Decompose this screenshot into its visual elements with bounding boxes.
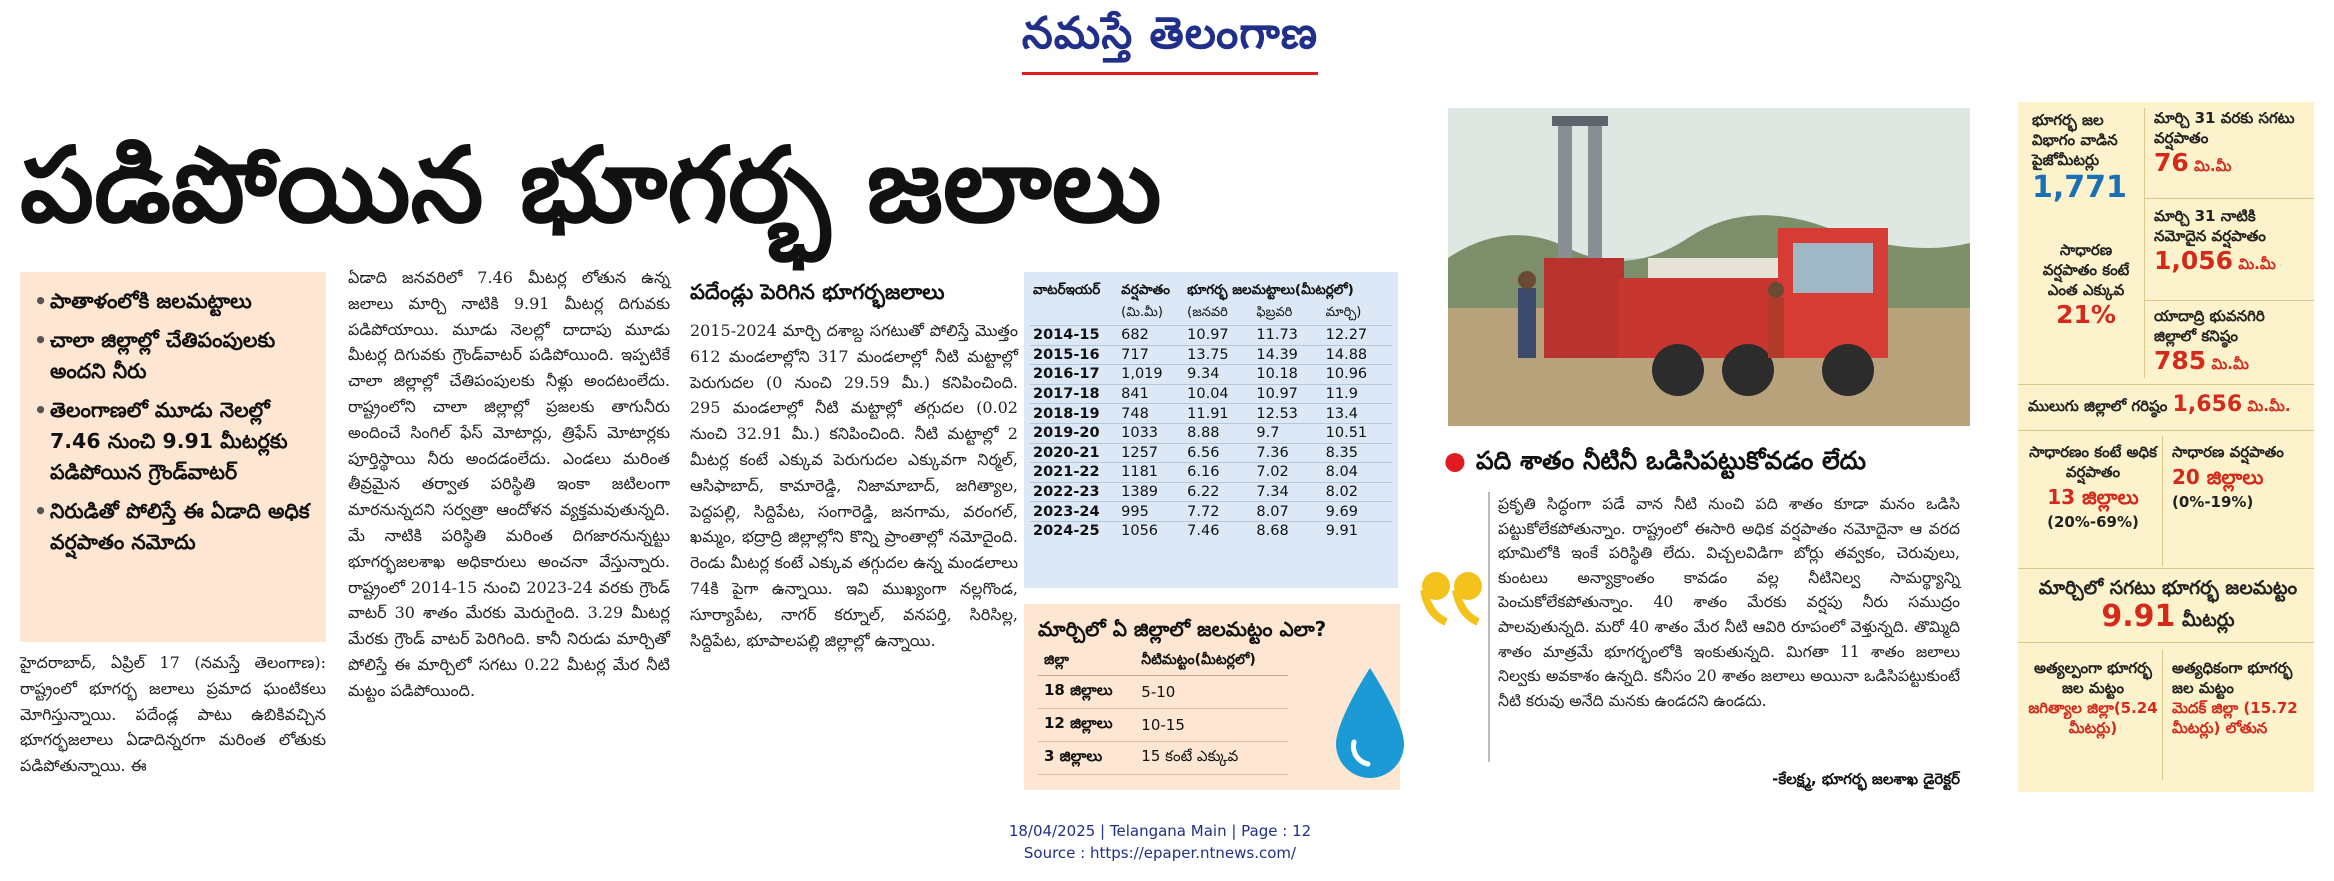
table-cell: 7.02	[1253, 463, 1322, 483]
table-cell: 9.69	[1323, 502, 1392, 522]
table-cell: 11.9	[1323, 384, 1392, 404]
district-row	[1038, 742, 1288, 775]
table-cell: 995	[1118, 502, 1184, 522]
excess-rain-stat: సాధారణ వర్షపాతం కంటే ఎంత ఎక్కువ 21%	[2042, 241, 2130, 329]
edition-info: 18/04/2025 | Telangana Main | Page : 12	[1008, 822, 1312, 840]
recorded-rain-stat: మార్చి 31 నాటికి నమోదైన వర్షపాతం 1,056 మి.మీ	[2154, 207, 2276, 275]
table-cell: 9.34	[1184, 365, 1253, 385]
table-cell: 748	[1118, 404, 1184, 424]
table-cell: 10.96	[1323, 365, 1392, 385]
table-cell: 1,019	[1118, 365, 1184, 385]
district-cell: 15 కంటే ఎక్కువ	[1135, 742, 1288, 775]
page-footer	[900, 820, 1420, 870]
highlights-box	[20, 272, 326, 642]
table-cell: 2017-18	[1030, 384, 1118, 404]
table-cell: 11.73	[1253, 326, 1322, 346]
table-row	[1030, 521, 1392, 541]
table-cell: 2024-25	[1030, 521, 1118, 541]
normal-rain-stat: సాధారణ వర్షపాతం 20 జిల్లాలు (0%-19%)	[2172, 443, 2284, 511]
section-heading: పదేండ్లు పెరిగిన భూగర్భజలాలు	[690, 280, 945, 304]
district-cell: 3 జిల్లాలు	[1038, 742, 1135, 775]
table-cell: 717	[1118, 345, 1184, 365]
highest-level-stat: అత్యధికంగా భూగర్భ జల మట్టం మెదక్ జిల్లా (15.72 మీటర్లు) లోతున	[2172, 659, 2298, 737]
table-row	[1030, 384, 1392, 404]
highlight-item: • నిరుడితో పోలిస్తే ఈ ఏడాది అధిక వర్షపాతం నమోదు	[34, 496, 316, 558]
table-cell: 6.16	[1184, 463, 1253, 483]
table-row	[1030, 326, 1392, 346]
table-cell: 10.04	[1184, 384, 1253, 404]
table-cell: 1056	[1118, 521, 1184, 541]
header-rain-unit: (మి.మీ)	[1121, 305, 1163, 320]
highlight-item: • పాతాళంలోకి జలమట్టాలు	[34, 286, 316, 317]
table-cell: 1257	[1118, 443, 1184, 463]
table-cell: 10.51	[1323, 423, 1392, 443]
table-cell: 10.18	[1253, 365, 1322, 385]
district-row	[1038, 709, 1288, 742]
table-cell: 2014-15	[1030, 326, 1118, 346]
table-cell: 6.22	[1184, 482, 1253, 502]
header-district: జిల్లా	[1038, 648, 1135, 676]
table-cell: 2019-20	[1030, 423, 1118, 443]
table-cell: 1389	[1118, 482, 1184, 502]
district-cell: 18 జిల్లాలు	[1038, 676, 1135, 709]
table-cell: 2020-21	[1030, 443, 1118, 463]
table-row	[1030, 463, 1392, 483]
table-cell: 14.39	[1253, 345, 1322, 365]
stats-panel	[2018, 102, 2314, 792]
table-cell: 1181	[1118, 463, 1184, 483]
district-cell: 12 జిల్లాలు	[1038, 709, 1135, 742]
table-cell: 11.91	[1184, 404, 1253, 424]
district-table	[1038, 648, 1288, 775]
quote-body: ప్రకృతి సిద్ధంగా పడే వాన నీటి నుంచి పది శాతం కూడా మనం ఒడిసి పట్టుకోలేకపోతున్నాం. రాష్ట్రంలో ఈసారి అధిక వర్షపాతం నమోదైనా ఆ వరద భూమిలోకి ఇంకే పరిస్థితి లేదు. విచ్చలవిడిగా బోర్లు తవ్వకం, చెరువులు, కుంటలు అన్యాక్రాంతం కావడం వల్ల నీటినిల్వ సామర్థ్యాన్ని పెంచుకోలేకపోతున్నాం. 40 శాతం మేరకు వర్షపు నీరు సముద్రం పాలవుతున్నది. మరో 40 శాతం మేర నీటి ఆవిరి రూపంలో వెళ్తున్నది. తొమ్మిది శాతం మాత్రమే భూగర్భంలోకి ఇంకుతున్నది. మిగతా 11 శాతం జలాలు నిల్వకు అవకాశం ఉన్నది. కనీసం 20 శాతం జలాలు అయినా ఒడిసిపట్టుకుంటే నీటి కరువు అనేది మనకు ఉండదని ఉండదు.	[1488, 492, 1960, 762]
table-cell: 10.97	[1184, 326, 1253, 346]
quote-attribution: -కేలక్ష్మ, భూగర్భ జలశాఖ డైరెక్టర్	[1772, 770, 1960, 788]
headline: పడిపోయిన భూగర్భ జలాలు	[20, 124, 1162, 246]
header-water-level: నీటిమట్టం(మీటర్లలో)	[1135, 648, 1288, 676]
table-cell: 13.4	[1323, 404, 1392, 424]
march-average-stat: మార్చిలో సగటు భూగర్భ జలమట్టం 9.91 మీటర్లు	[2038, 577, 2298, 634]
table-cell: 8.35	[1323, 443, 1392, 463]
table-cell: 7.34	[1253, 482, 1322, 502]
groundwater-table-box	[1024, 272, 1398, 588]
table-cell: 1033	[1118, 423, 1184, 443]
header-mar: మార్చి)	[1325, 305, 1362, 320]
table-row	[1030, 365, 1392, 385]
table-cell: 7.36	[1253, 443, 1322, 463]
table-cell: 8.04	[1323, 463, 1392, 483]
table-cell: 10.97	[1253, 384, 1322, 404]
table-cell: 2015-16	[1030, 345, 1118, 365]
district-cell: 10-15	[1135, 709, 1288, 742]
header-levels: భూగర్భ జలమట్టాలు(మీటర్లలో)	[1187, 282, 1354, 298]
table-row	[1030, 482, 1392, 502]
header-rain: వర్షపాతం	[1121, 282, 1170, 298]
avg-rain-stat: మార్చి 31 వరకు సగటు వర్షపాతం 76 మి.మీ	[2154, 109, 2295, 177]
table-cell: 6.56	[1184, 443, 1253, 463]
table-cell: 841	[1118, 384, 1184, 404]
highlight-item: • తెలంగాణలో మూడు నెలల్లో 7.46 నుంచి 9.91 మీటర్లకు పడిపోయిన గ్రౌండ్‌వాటర్	[34, 395, 316, 488]
quote-mark-icon	[1418, 556, 1488, 636]
table-cell: 8.07	[1253, 502, 1322, 522]
header-year: వాటర్‌ఇయర్	[1033, 282, 1101, 298]
table-cell: 12.53	[1253, 404, 1322, 424]
article-column-2: ఏడాది జనవరిలో 7.46 మీటర్ల లోతున ఉన్న జలాలు మార్చి నాటికి 9.91 మీటర్ల దిగువకు పడిపోయాయి. మూడు నెలల్లో దాదాపు మూడు మీటర్ల దిగువకు గ్రౌండ్‌వాటర్ పడిపోయింది. ఇప్పటికే చాలా జిల్లాల్లో చేతిపంపులకు నీళ్లు అందటంలేదు. రాష్ట్రంలోని చాలా జిల్లాల్లో ప్రజలకు తాగునీరు అందించే సింగిల్ ఫేస్ మోటార్లు, త్రిఫేస్ మోటార్లకు పూర్తిస్థాయి నీరు అందడంలేదు. ఎండలు మరింత తీవ్రమైన తర్వాత పరిస్థితి ఇంకా జటిలంగా మారనున్నదని సర్వత్రా ఆందోళన వ్యక్తమవుతున్నది. మే నాటికి పరిస్థితి మరింత దిగజారనున్నట్టు భూగర్భజలశాఖ అధికారులు అంచనా వేస్తున్నారు. రాష్ట్రంలో 2014-15 నుంచి 2023-24 వరకు గ్రౌండ్ వాటర్ 30 శాతం మేరకు మెరుగైంది. 3.29 మీటర్ల మేరకు గ్రౌండ్ వాటర్ పెరిగింది. కానీ నిరుడు మార్చితో పోలిస్తే ఈ మార్చిలో సగటు 0.22 మీటర్ల మేర నీటి మట్టం పడిపోయింది.	[348, 268, 670, 700]
table-row	[1030, 443, 1392, 463]
table-cell: 8.88	[1184, 423, 1253, 443]
table-cell: 7.46	[1184, 521, 1253, 541]
table-cell: 2018-19	[1030, 404, 1118, 424]
district-box-title: మార్చిలో ఏ జిల్లాలో జలమట్టం ఎలా?	[1038, 617, 1327, 641]
bullet-dot-icon: ●	[1444, 446, 1466, 475]
table-cell: 9.7	[1253, 423, 1322, 443]
table-cell: 2021-22	[1030, 463, 1118, 483]
water-drop-icon	[1330, 664, 1410, 784]
masthead-logo: నమస్తే తెలంగాణ	[960, 8, 1380, 70]
table-cell: 8.02	[1323, 482, 1392, 502]
table-cell: 14.88	[1323, 345, 1392, 365]
min-rain-stat: యాదాద్రి భువనగిరి జిల్లాలో కనిష్ఠం 785 మి.మీ	[2154, 307, 2265, 375]
article-column-1: హైదరాబాద్, ఏప్రిల్ 17 (నమస్తే తెలంగాణ): రాష్ట్రంలో భూగర్భ జలాలు ప్రమాద ఘంటికలు మోగిస్తున్నాయి. పదేండ్ల పాటు ఉబికివచ్చిన భూగర్భజలాలు ఏడాదిన్నరగా మరింత లోతుకు పడిపోతున్నాయి. ఈ	[20, 653, 326, 776]
district-row	[1038, 676, 1288, 709]
table-cell: 682	[1118, 326, 1184, 346]
table-row	[1030, 345, 1392, 365]
source-link[interactable]: Source : https://epaper.ntnews.com/	[1023, 844, 1297, 862]
header-jan: (జనవరి	[1187, 305, 1228, 320]
lowest-level-stat: అత్యల్పంగా భూగర్భ జల మట్టం జగిత్యాల జిల్లా(5.24 మీటర్లు)	[2028, 659, 2158, 737]
max-rain-stat: ములుగు జిల్లాలో గరిష్ఠం 1,656 మి.మీ.	[2028, 392, 2291, 417]
table-cell: 2022-23	[1030, 482, 1118, 502]
table-row	[1030, 502, 1392, 522]
borewell-rig-photo	[1448, 108, 1970, 426]
piezometer-stat: భూగర్భ జల విభాగం వాడిన పైజోమీటర్లు 1,771	[2032, 111, 2127, 205]
highlight-item: • చాలా జిల్లాల్లో చేతిపంపులకు అందని నీరు	[34, 325, 316, 387]
table-cell: 7.72	[1184, 502, 1253, 522]
above-normal-stat: సాధారణం కంటే అధిక వర్షపాతం 13 జిల్లాలు (20%-69%)	[2029, 443, 2157, 531]
table-row	[1030, 423, 1392, 443]
table-cell: 2016-17	[1030, 365, 1118, 385]
table-row	[1030, 404, 1392, 424]
quote-heading: ● పది శాతం నీటినీ ఒడిసిపట్టుకోవడం లేదు	[1444, 446, 1866, 475]
table-cell: 13.75	[1184, 345, 1253, 365]
table-cell: 8.68	[1253, 521, 1322, 541]
table-cell: 2023-24	[1030, 502, 1118, 522]
article-column-3: 2015-2024 మార్చి దశాబ్ద సగటుతో పోలిస్తే మొత్తం 612 మండలాల్లోని 317 మండలాల్లో నీటి మట్టాల్లో పెరుగుదల (0 నుంచి 29.59 మీ.) కనిపించింది. 295 మండలాల్లో నీటి మట్టాల్లో తగ్గుదల (0.02 నుంచి 32.91 మీ.) కనిపించింది. నీటి మట్టాల్లో 2 మీటర్ల కంటే ఎక్కువ పెరుగుదల ఎక్కువగా నిర్మల్, ఆసిఫాబాద్, కామారెడ్డి, నిజామాబాద్, జగిత్యాల, పెద్దపల్లి, సిద్దిపేట, సంగారెడ్డి, జనగామ, వరంగల్, ఖమ్మం, భద్రాద్రి జిల్లాల్లోని కొన్ని ప్రాంతాల్లో నమోదైంది. రెండు మీటర్ల కంటే ఎక్కువ తగ్గుదల ఉన్న మండలాలు 74కి పైగా ఉన్నాయి. ఇవి ముఖ్యంగా నల్లగొండ, సూర్యాపేట, నాగర్ కర్నూల్, వనపర్తి, సిరిసిల్ల, సిద్దిపేట, భూపాలపల్లి జిల్లాల్లో ఉన్నాయి.	[690, 321, 1018, 650]
table-cell: 9.91	[1323, 521, 1392, 541]
table-cell: 12.27	[1323, 326, 1392, 346]
header-feb: ఫిబ్రవరి	[1256, 305, 1293, 320]
groundwater-table	[1030, 280, 1392, 541]
district-cell: 5-10	[1135, 676, 1288, 709]
